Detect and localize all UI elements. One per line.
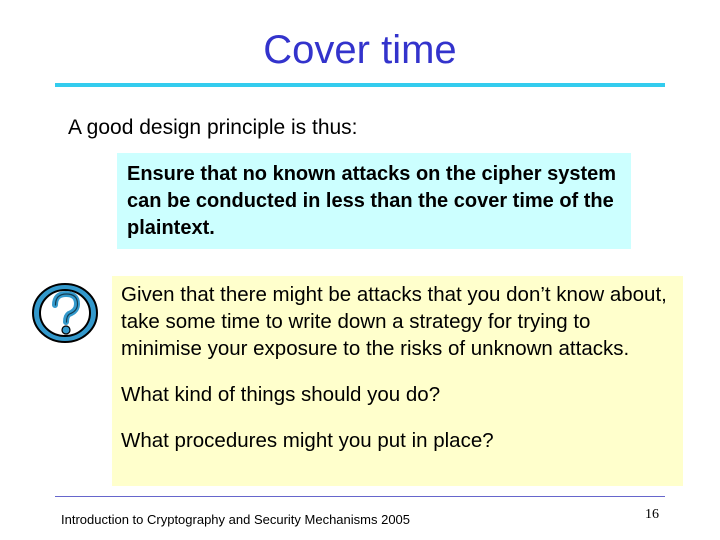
footer-text: Introduction to Cryptography and Security Mechanisms 2005 — [61, 512, 411, 527]
title-divider — [55, 83, 665, 87]
principle-box — [117, 153, 631, 249]
page-number: 16 — [645, 507, 659, 522]
slide-title: Cover time — [263, 28, 457, 72]
principle-text: Ensure that no known attacks on the cipher system can be conducted in less than the cover time of the plaintext. — [127, 163, 617, 239]
exercise-question-2: What procedures might you put in place? — [121, 429, 494, 452]
intro-text: A good design principle is thus: — [68, 116, 358, 139]
exercise-prompt: Given that there might be attacks that you don’t know about, take some time to write down a strategy for trying to minimise your exposure to the risks of unknown attacks. — [121, 283, 667, 360]
question-mark-icon — [31, 282, 101, 344]
exercise-box — [112, 276, 683, 486]
footer-divider — [55, 496, 665, 497]
exercise-question-1: What kind of things should you do? — [121, 383, 441, 406]
